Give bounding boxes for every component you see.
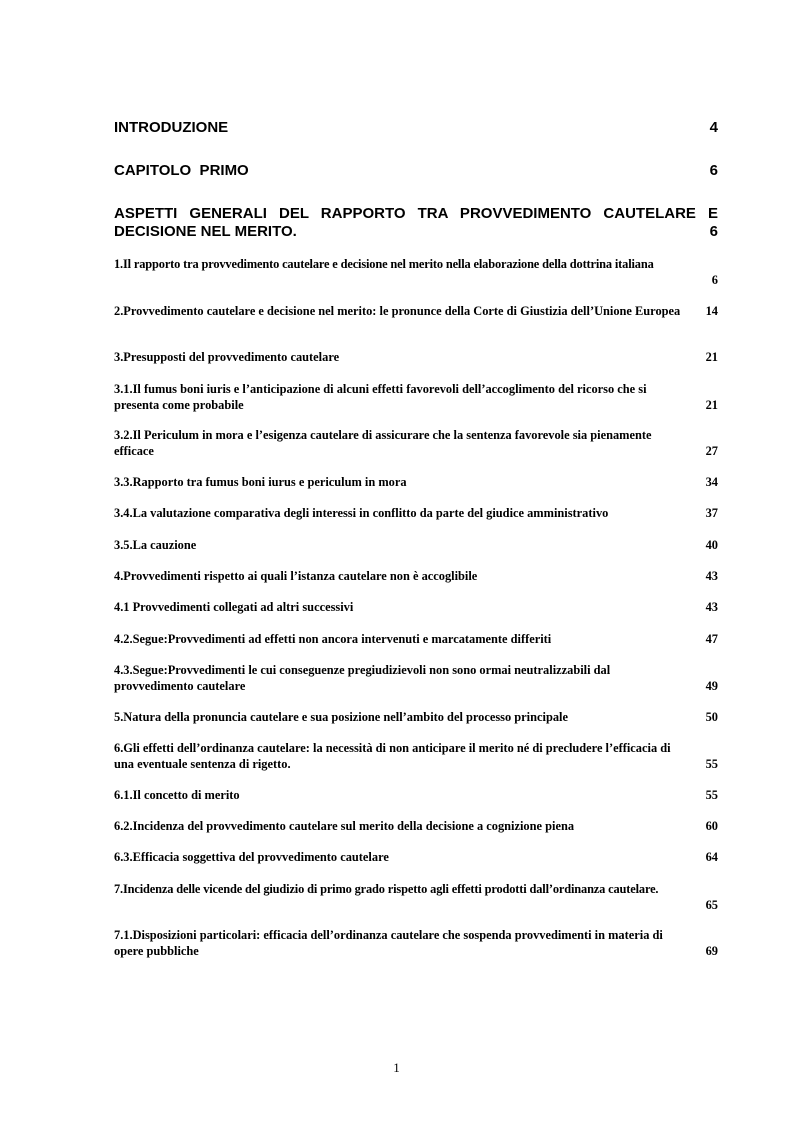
toc-entry-title: 6.1.Il concetto di merito — [114, 788, 240, 802]
toc-entry — [114, 350, 718, 366]
toc-entry-title: 6.Gli effetti dell’ordinanza cautelare: la necessità di non anticipare il merito né di precludere l’efficacia di una eventuale sentenza di rigetto. — [114, 741, 671, 771]
toc-entry — [114, 710, 718, 726]
toc-entry-title: 4.3.Segue:Provvedimenti le cui conseguenze pregiudizievoli non sono ormai neutralizzabili dal provvedimento cautelare — [114, 663, 611, 693]
toc-entry-page: 43 — [705, 569, 718, 583]
toc-heading-introduzione — [114, 119, 718, 137]
toc-entry-title: 7.1.Disposizioni particolari: efficacia dell’ordinanza cautelare che sospenda provvedimenti in materia di opere pubbliche — [114, 928, 663, 958]
toc-entry-page: 49 — [705, 678, 718, 693]
toc-entry-title: 3.2.Il Periculum in mora e l’esigenza cautelare di assicurare che la sentenza favorevole sia pienamente efficace — [114, 428, 652, 458]
toc-entry — [114, 850, 718, 866]
toc-entry-page: 6 — [711, 272, 718, 287]
toc-entry-page: 47 — [705, 632, 718, 646]
toc-entry-page: 50 — [705, 710, 718, 724]
toc-heading-page: 4 — [709, 119, 718, 136]
toc-entry — [114, 506, 718, 522]
toc-entry-title: 4.1 Provvedimenti collegati ad altri successivi — [114, 600, 354, 614]
toc-entry-title: 1.Il rapporto tra provvedimento cautelare e decisione nel merito nella elaborazione della dottrina italiana — [114, 257, 654, 271]
toc-entry — [114, 475, 718, 491]
toc-entry-page: 27 — [705, 443, 718, 458]
toc-entry-title: 3.Presupposti del provvedimento cautelare — [114, 350, 340, 364]
toc-entry-page: 64 — [705, 850, 718, 864]
toc-entry-page: 55 — [705, 788, 718, 802]
toc-entry-title: 3.4.La valutazione comparativa degli interessi in conflitto da parte del giudice amministrativo — [114, 506, 609, 520]
toc-entry — [114, 304, 718, 320]
toc-entry-title: 4.Provvedimenti rispetto ai quali l’istanza cautelare non è accoglibile — [114, 569, 478, 583]
toc-entry-title: 3.5.La cauzione — [114, 538, 197, 552]
toc-entry-page: 21 — [705, 350, 718, 364]
toc-chapter-heading-page: 6 — [709, 223, 718, 240]
toc-entry-page: 55 — [705, 756, 718, 771]
toc-chapter-heading — [114, 205, 718, 241]
toc-heading-title: CAPITOLO PRIMO — [114, 162, 249, 179]
toc-heading-title: INTRODUZIONE — [114, 119, 229, 136]
toc-chapter-heading-line2: DECISIONE NEL MERITO. — [114, 223, 297, 240]
toc-entry-page: 21 — [705, 397, 718, 412]
toc-entry — [114, 788, 718, 804]
page-number: 1 — [393, 1060, 400, 1075]
toc-entry — [114, 632, 718, 648]
toc-entry-page: 60 — [705, 819, 718, 833]
toc-entry — [114, 928, 718, 959]
toc-entry — [114, 569, 718, 585]
toc-entry-page: 40 — [705, 538, 718, 552]
toc-entry — [114, 257, 718, 288]
toc-entry-page: 37 — [705, 506, 718, 520]
toc-entry — [114, 600, 718, 616]
toc-entry — [114, 382, 718, 413]
toc-entry — [114, 882, 718, 913]
toc-entry — [114, 741, 718, 772]
toc-entry — [114, 428, 718, 459]
toc-entry — [114, 663, 718, 694]
toc-entry-title: 2.Provvedimento cautelare e decisione nel merito: le pronunce della Corte di Giustizia dell’Unione Europea — [114, 304, 681, 318]
toc-entry — [114, 819, 718, 835]
toc-entry-page: 14 — [705, 304, 718, 318]
toc-entry-title: 6.2.Incidenza del provvedimento cautelare sul merito della decisione a cognizione piena — [114, 819, 575, 833]
toc-entry-title: 5.Natura della pronuncia cautelare e sua posizione nell’ambito del processo principale — [114, 710, 568, 724]
toc-entry-title: 3.3.Rapporto tra fumus boni iurus e periculum in mora — [114, 475, 407, 489]
toc-chapter-heading-line1: ASPETTI GENERALI DEL RAPPORTO TRA PROVVEDIMENTO CAUTELARE E — [114, 205, 718, 222]
toc-entry-title: 3.1.Il fumus boni iuris e l’anticipazione di alcuni effetti favorevoli dell’accoglimento del ricorso che si presenta come probabile — [114, 382, 647, 412]
toc-heading-page: 6 — [709, 162, 718, 179]
toc-entry-page: 65 — [705, 897, 718, 912]
toc-entry-page: 43 — [705, 600, 718, 614]
toc-heading-capitolo — [114, 162, 718, 180]
toc-entry-page: 34 — [705, 475, 718, 489]
toc-entry-title: 7.Incidenza delle vicende del giudizio di primo grado rispetto agli effetti prodotti dall’ordinanza cautelare. — [114, 882, 659, 896]
toc-entry-page: 69 — [705, 943, 718, 958]
toc-entry — [114, 538, 718, 554]
toc-entry-title: 6.3.Efficacia soggettiva del provvedimento cautelare — [114, 850, 389, 864]
toc-entry-title: 4.2.Segue:Provvedimenti ad effetti non ancora intervenuti e marcatamente differiti — [114, 632, 552, 646]
